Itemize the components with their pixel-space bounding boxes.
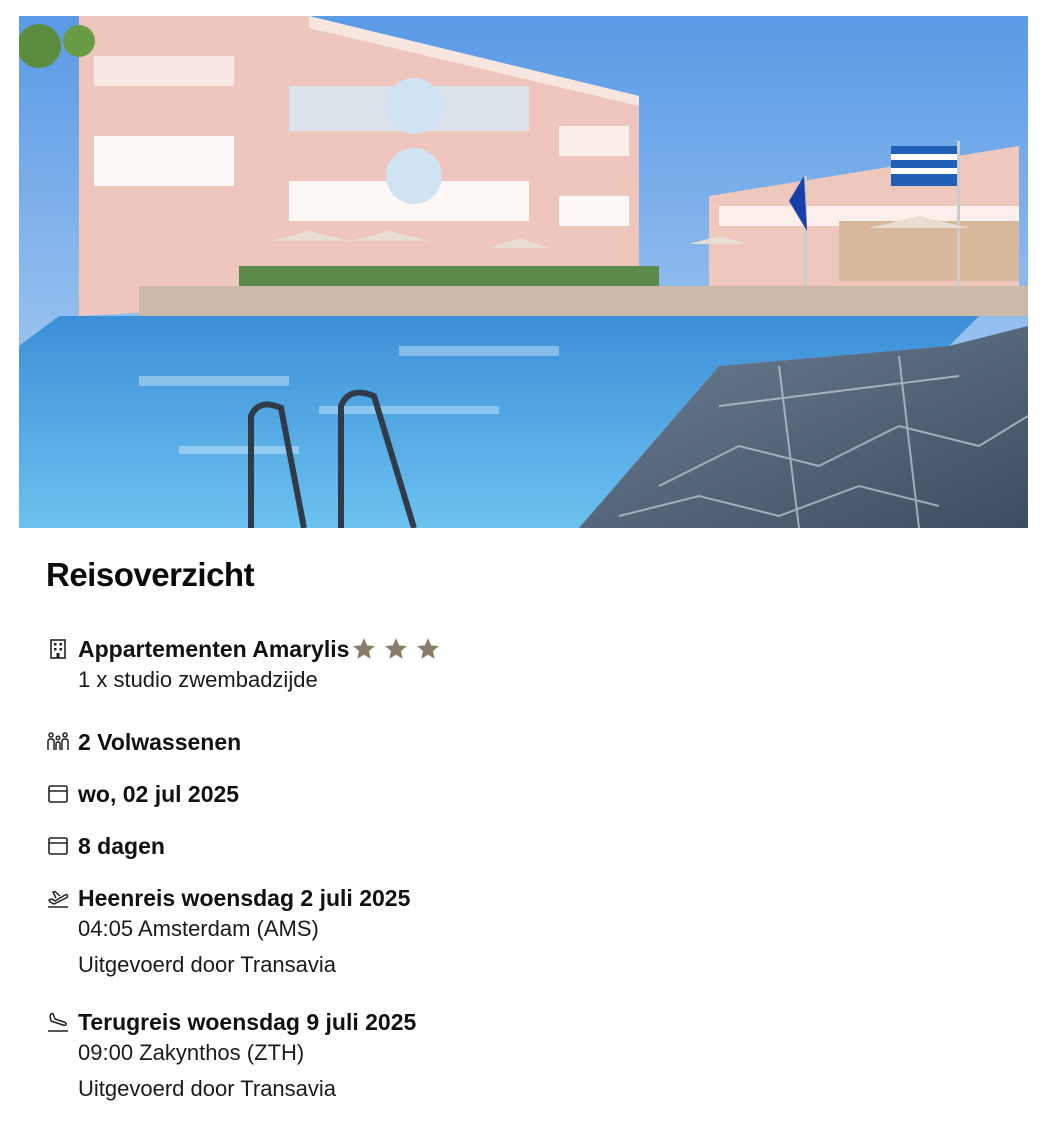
star-icon xyxy=(351,636,377,662)
return-heading: Terugreis woensdag 9 juli 2025 xyxy=(78,1009,417,1035)
plane-takeoff-icon xyxy=(46,886,70,910)
outbound-heading: Heenreis woensdag 2 juli 2025 xyxy=(78,885,411,911)
hotel-photo xyxy=(19,16,1028,528)
people-icon xyxy=(46,730,70,754)
star-icon xyxy=(415,636,441,662)
outbound-flight-row xyxy=(46,885,410,983)
return-flight-row xyxy=(46,1009,416,1107)
star-rating xyxy=(351,636,447,662)
return-time-place: 09:00 Zakynthos (ZTH) xyxy=(78,1040,305,1065)
accommodation-row xyxy=(46,636,447,698)
trip-duration: 8 dagen xyxy=(78,833,165,859)
plane-landing-icon xyxy=(46,1010,70,1034)
outbound-operator: Uitgevoerd door Transavia xyxy=(78,952,337,977)
hotel-pool-illustration xyxy=(19,16,1028,528)
accommodation-name: Appartementen Amarylis xyxy=(78,636,350,662)
departure-date: wo, 02 jul 2025 xyxy=(78,781,240,807)
departure-date-row xyxy=(46,781,239,807)
star-icon xyxy=(383,636,409,662)
page-title: Reisoverzicht xyxy=(46,556,255,593)
duration-row xyxy=(46,833,165,859)
outbound-time-place: 04:05 Amsterdam (AMS) xyxy=(78,916,319,941)
building-icon xyxy=(46,637,70,661)
return-operator: Uitgevoerd door Transavia xyxy=(78,1076,337,1101)
travellers-row xyxy=(46,729,241,755)
calendar-icon xyxy=(46,782,70,806)
travellers-count: 2 Volwassenen xyxy=(78,729,242,755)
calendar-icon xyxy=(46,834,70,858)
room-type: 1 x studio zwembadzijde xyxy=(78,667,318,692)
